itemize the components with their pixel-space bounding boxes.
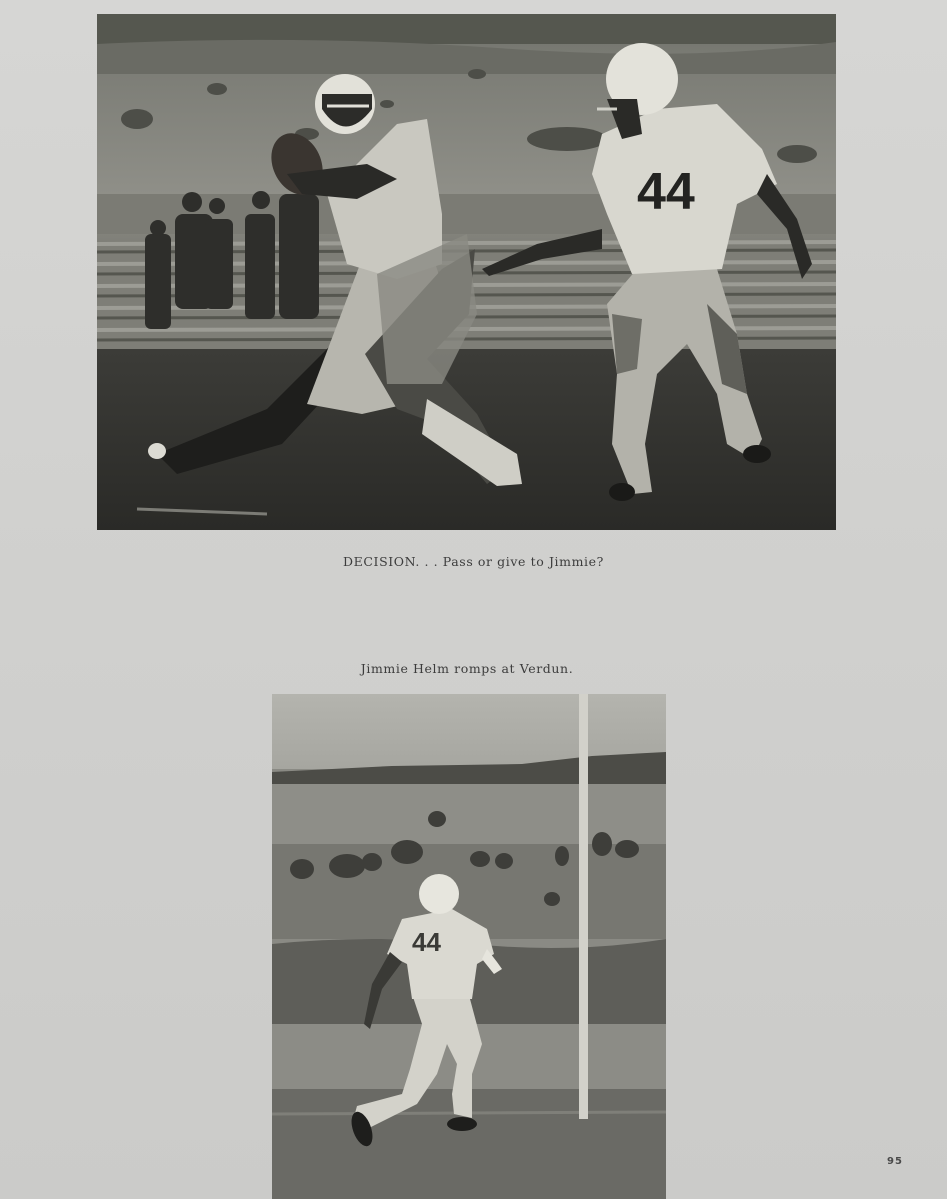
bottom-photo-caption: Jimmie Helm romps at Verdun.	[360, 661, 574, 676]
top-photo-caption: DECISION. . . Pass or give to Jimmie?	[343, 554, 604, 569]
jersey-number-bottom: 44	[412, 927, 441, 957]
runner-photo	[272, 694, 666, 1199]
jersey-number-top: 44	[637, 163, 695, 221]
football-action-illustration	[97, 14, 836, 530]
football-action-photo	[97, 14, 836, 530]
runner-illustration	[272, 694, 666, 1199]
page-number: 95	[887, 1156, 903, 1167]
